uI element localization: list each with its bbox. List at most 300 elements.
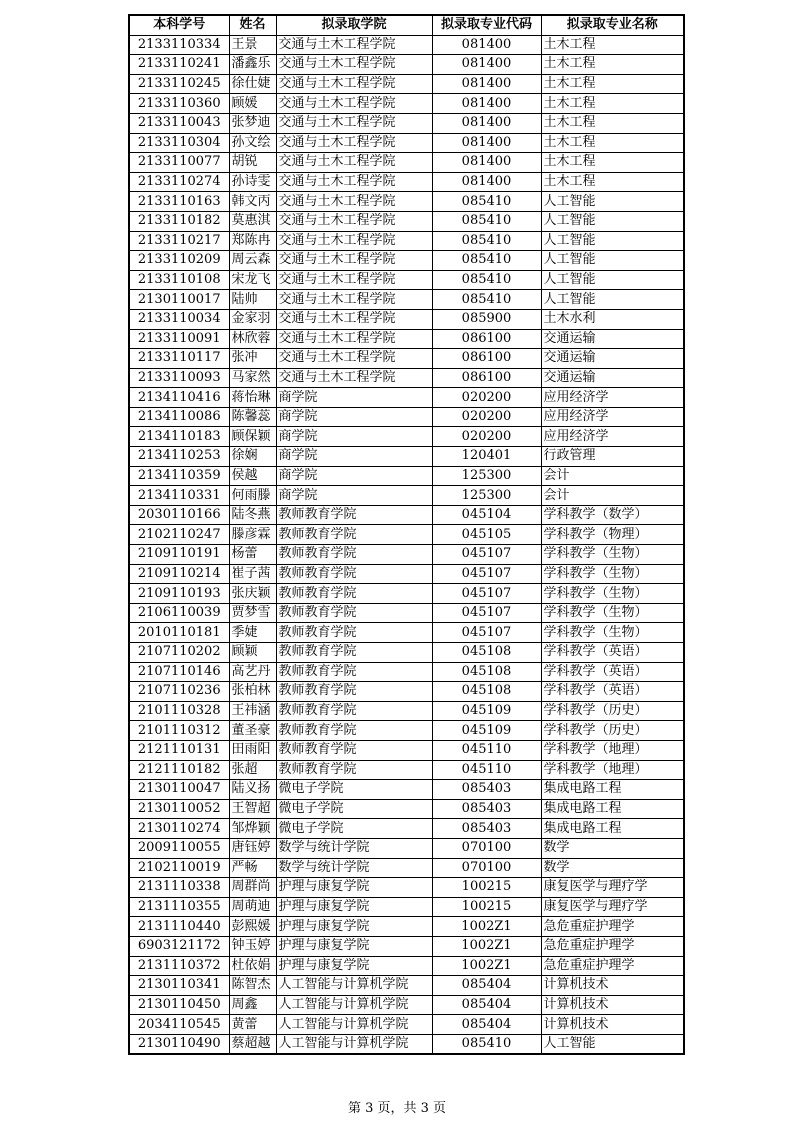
cell-college: 护理与康复学院 (276, 878, 432, 898)
cell-student-id: 2133110241 (129, 55, 229, 75)
cell-major-name: 土木工程 (541, 133, 684, 153)
cell-name: 侯越 (229, 466, 276, 486)
cell-college: 人工智能与计算机学院 (276, 995, 432, 1015)
cell-student-id: 2133110245 (129, 74, 229, 94)
table-row (129, 74, 684, 94)
cell-name: 张梦迪 (229, 113, 276, 133)
table-row (129, 329, 684, 349)
cell-major-name: 人工智能 (541, 192, 684, 212)
cell-major-name: 康复医学与理疗学 (541, 878, 684, 898)
cell-major-code: 045107 (432, 584, 541, 604)
cell-major-code: 085403 (432, 780, 541, 800)
table-row (129, 94, 684, 114)
header-student-id: 本科学号 (129, 15, 229, 35)
cell-major-name: 应用经济学 (541, 407, 684, 427)
cell-major-name: 人工智能 (541, 251, 684, 271)
cell-major-code: 081400 (432, 35, 541, 55)
cell-name: 王祎涵 (229, 701, 276, 721)
cell-college: 交通与土木工程学院 (276, 368, 432, 388)
cell-major-code: 020200 (432, 407, 541, 427)
table-row (129, 368, 684, 388)
cell-major-code: 120401 (432, 447, 541, 467)
cell-major-name: 数学 (541, 838, 684, 858)
cell-college: 交通与土木工程学院 (276, 270, 432, 290)
cell-college: 交通与土木工程学院 (276, 153, 432, 173)
cell-major-name: 土木工程 (541, 153, 684, 173)
cell-major-code: 081400 (432, 55, 541, 75)
cell-major-name: 交通运输 (541, 349, 684, 369)
cell-student-id: 2102110247 (129, 525, 229, 545)
cell-college: 教师教育学院 (276, 505, 432, 525)
cell-name: 杜依娟 (229, 956, 276, 976)
cell-student-id: 2107110236 (129, 682, 229, 702)
cell-major-name: 行政管理 (541, 447, 684, 467)
cell-major-code: 045110 (432, 760, 541, 780)
cell-college: 交通与土木工程学院 (276, 251, 432, 271)
cell-college: 交通与土木工程学院 (276, 231, 432, 251)
cell-major-name: 学科教学（英语） (541, 643, 684, 663)
cell-major-name: 土木工程 (541, 172, 684, 192)
cell-student-id: 2133110182 (129, 211, 229, 231)
cell-name: 张庆颖 (229, 584, 276, 604)
cell-college: 数学与统计学院 (276, 838, 432, 858)
cell-college: 护理与康复学院 (276, 956, 432, 976)
cell-college: 商学院 (276, 486, 432, 506)
cell-major-code: 1002Z1 (432, 917, 541, 937)
cell-major-name: 人工智能 (541, 211, 684, 231)
cell-major-name: 人工智能 (541, 231, 684, 251)
cell-major-code: 045107 (432, 545, 541, 565)
cell-student-id: 2133110091 (129, 329, 229, 349)
cell-major-name: 土木工程 (541, 55, 684, 75)
table-row (129, 662, 684, 682)
cell-name: 徐仕婕 (229, 74, 276, 94)
cell-name: 董圣豪 (229, 721, 276, 741)
cell-student-id: 2130110047 (129, 780, 229, 800)
cell-major-name: 学科教学（生物） (541, 603, 684, 623)
cell-name: 王智超 (229, 799, 276, 819)
cell-major-code: 081400 (432, 172, 541, 192)
cell-major-name: 土木工程 (541, 74, 684, 94)
cell-college: 交通与土木工程学院 (276, 309, 432, 329)
cell-name: 顾颖 (229, 643, 276, 663)
cell-student-id: 2102110019 (129, 858, 229, 878)
cell-major-code: 085900 (432, 309, 541, 329)
cell-student-id: 2133110077 (129, 153, 229, 173)
table-row (129, 780, 684, 800)
cell-name: 彭熙媛 (229, 917, 276, 937)
cell-college: 护理与康复学院 (276, 897, 432, 917)
cell-student-id: 2109110193 (129, 584, 229, 604)
cell-name: 张冲 (229, 349, 276, 369)
table-body (129, 35, 684, 1054)
cell-student-id: 2130110490 (129, 1034, 229, 1054)
cell-major-code: 085403 (432, 819, 541, 839)
table-row (129, 819, 684, 839)
cell-major-code: 1002Z1 (432, 936, 541, 956)
cell-major-code: 100215 (432, 897, 541, 917)
cell-major-code: 125300 (432, 486, 541, 506)
cell-name: 陆义扬 (229, 780, 276, 800)
cell-name: 陈馨蕊 (229, 407, 276, 427)
cell-major-name: 急危重症护理学 (541, 917, 684, 937)
cell-major-name: 会计 (541, 486, 684, 506)
table-row (129, 976, 684, 996)
table-row (129, 1015, 684, 1035)
table-row (129, 447, 684, 467)
cell-name: 季婕 (229, 623, 276, 643)
table-row (129, 760, 684, 780)
cell-major-name: 学科教学（地理） (541, 760, 684, 780)
cell-name: 金家羽 (229, 309, 276, 329)
cell-student-id: 2009110055 (129, 838, 229, 858)
cell-major-code: 045107 (432, 603, 541, 623)
cell-college: 商学院 (276, 388, 432, 408)
cell-student-id: 2133110117 (129, 349, 229, 369)
table-row (129, 211, 684, 231)
cell-major-code: 020200 (432, 388, 541, 408)
table-row (129, 917, 684, 937)
cell-major-name: 计算机技术 (541, 976, 684, 996)
cell-major-name: 学科教学（英语） (541, 662, 684, 682)
cell-college: 教师教育学院 (276, 760, 432, 780)
cell-student-id: 2034110545 (129, 1015, 229, 1035)
cell-major-code: 045108 (432, 662, 541, 682)
header-name: 姓名 (229, 15, 276, 35)
cell-major-name: 急危重症护理学 (541, 936, 684, 956)
cell-name: 顾媛 (229, 94, 276, 114)
cell-name: 黄蕾 (229, 1015, 276, 1035)
cell-major-code: 045108 (432, 643, 541, 663)
table-row (129, 643, 684, 663)
table-row (129, 388, 684, 408)
cell-name: 胡锐 (229, 153, 276, 173)
cell-major-code: 045108 (432, 682, 541, 702)
cell-name: 滕彦霖 (229, 525, 276, 545)
cell-major-code: 081400 (432, 153, 541, 173)
cell-major-name: 集成电路工程 (541, 819, 684, 839)
cell-major-name: 学科教学（生物） (541, 584, 684, 604)
cell-college: 教师教育学院 (276, 721, 432, 741)
cell-college: 人工智能与计算机学院 (276, 1034, 432, 1054)
table-row (129, 290, 684, 310)
cell-major-code: 085410 (432, 270, 541, 290)
table-row (129, 349, 684, 369)
cell-college: 交通与土木工程学院 (276, 55, 432, 75)
table-row (129, 133, 684, 153)
cell-college: 教师教育学院 (276, 584, 432, 604)
cell-major-code: 086100 (432, 368, 541, 388)
header-major-name: 拟录取专业名称 (541, 15, 684, 35)
table-row (129, 858, 684, 878)
cell-major-code: 081400 (432, 133, 541, 153)
cell-student-id: 2109110191 (129, 545, 229, 565)
table-row (129, 799, 684, 819)
cell-name: 潘鑫乐 (229, 55, 276, 75)
cell-student-id: 2133110163 (129, 192, 229, 212)
cell-name: 唐钰婷 (229, 838, 276, 858)
cell-major-name: 学科教学（历史） (541, 721, 684, 741)
cell-major-name: 学科教学（数学） (541, 505, 684, 525)
table-row (129, 113, 684, 133)
cell-college: 教师教育学院 (276, 564, 432, 584)
cell-student-id: 2121110182 (129, 760, 229, 780)
cell-student-id: 2109110214 (129, 564, 229, 584)
cell-college: 教师教育学院 (276, 701, 432, 721)
cell-college: 教师教育学院 (276, 545, 432, 565)
cell-student-id: 2133110217 (129, 231, 229, 251)
table-row (129, 486, 684, 506)
cell-major-name: 康复医学与理疗学 (541, 897, 684, 917)
cell-name: 顾保颖 (229, 427, 276, 447)
cell-major-code: 085410 (432, 251, 541, 271)
cell-major-name: 人工智能 (541, 1034, 684, 1054)
cell-major-name: 学科教学（英语） (541, 682, 684, 702)
cell-major-name: 集成电路工程 (541, 799, 684, 819)
cell-major-code: 125300 (432, 466, 541, 486)
cell-major-code: 081400 (432, 74, 541, 94)
table-row (129, 623, 684, 643)
cell-college: 交通与土木工程学院 (276, 329, 432, 349)
cell-name: 何雨滕 (229, 486, 276, 506)
cell-student-id: 2133110334 (129, 35, 229, 55)
cell-student-id: 2133110108 (129, 270, 229, 290)
cell-major-name: 急危重症护理学 (541, 956, 684, 976)
cell-major-code: 045107 (432, 564, 541, 584)
cell-major-name: 会计 (541, 466, 684, 486)
cell-student-id: 2131110440 (129, 917, 229, 937)
table-row (129, 603, 684, 623)
cell-student-id: 2106110039 (129, 603, 229, 623)
cell-major-code: 100215 (432, 878, 541, 898)
table-row (129, 407, 684, 427)
cell-name: 莫惠淇 (229, 211, 276, 231)
table-row (129, 721, 684, 741)
table-row (129, 35, 684, 55)
cell-major-code: 045105 (432, 525, 541, 545)
cell-major-name: 学科教学（生物） (541, 623, 684, 643)
cell-student-id: 6903121172 (129, 936, 229, 956)
cell-student-id: 2134110359 (129, 466, 229, 486)
cell-major-code: 081400 (432, 94, 541, 114)
cell-college: 交通与土木工程学院 (276, 192, 432, 212)
cell-college: 人工智能与计算机学院 (276, 1015, 432, 1035)
cell-name: 陆冬燕 (229, 505, 276, 525)
cell-name: 马家然 (229, 368, 276, 388)
cell-name: 张超 (229, 760, 276, 780)
cell-student-id: 2133110304 (129, 133, 229, 153)
cell-college: 交通与土木工程学院 (276, 290, 432, 310)
cell-college: 交通与土木工程学院 (276, 35, 432, 55)
cell-name: 王景 (229, 35, 276, 55)
cell-name: 徐娴 (229, 447, 276, 467)
cell-name: 邹烨颖 (229, 819, 276, 839)
cell-college: 教师教育学院 (276, 682, 432, 702)
cell-major-code: 045107 (432, 623, 541, 643)
table-row (129, 505, 684, 525)
cell-major-code: 085404 (432, 1015, 541, 1035)
cell-student-id: 2133110034 (129, 309, 229, 329)
cell-major-code: 045109 (432, 721, 541, 741)
cell-name: 周群尚 (229, 878, 276, 898)
cell-major-name: 学科教学（生物） (541, 545, 684, 565)
cell-college: 教师教育学院 (276, 643, 432, 663)
cell-college: 微电子学院 (276, 780, 432, 800)
cell-student-id: 2133110043 (129, 113, 229, 133)
table-row (129, 956, 684, 976)
table-row (129, 270, 684, 290)
cell-college: 交通与土木工程学院 (276, 172, 432, 192)
cell-student-id: 2130110274 (129, 819, 229, 839)
cell-name: 崔子茜 (229, 564, 276, 584)
table-row (129, 251, 684, 271)
cell-name: 周萌迪 (229, 897, 276, 917)
cell-college: 人工智能与计算机学院 (276, 976, 432, 996)
cell-college: 商学院 (276, 447, 432, 467)
cell-name: 周鑫 (229, 995, 276, 1015)
table-row (129, 584, 684, 604)
cell-student-id: 2130110341 (129, 976, 229, 996)
cell-major-name: 土木工程 (541, 113, 684, 133)
table-row (129, 682, 684, 702)
cell-student-id: 2101110328 (129, 701, 229, 721)
cell-college: 交通与土木工程学院 (276, 211, 432, 231)
cell-student-id: 2121110131 (129, 740, 229, 760)
cell-major-name: 人工智能 (541, 270, 684, 290)
cell-name: 孙诗雯 (229, 172, 276, 192)
cell-major-name: 学科教学（历史） (541, 701, 684, 721)
table-row (129, 545, 684, 565)
cell-name: 蒋怡琳 (229, 388, 276, 408)
cell-student-id: 2133110209 (129, 251, 229, 271)
cell-college: 教师教育学院 (276, 525, 432, 545)
cell-student-id: 2133110360 (129, 94, 229, 114)
cell-name: 周云森 (229, 251, 276, 271)
table-header (129, 15, 684, 35)
cell-college: 商学院 (276, 427, 432, 447)
cell-major-code: 070100 (432, 858, 541, 878)
cell-major-name: 应用经济学 (541, 427, 684, 447)
cell-major-name: 学科教学（物理） (541, 525, 684, 545)
cell-student-id: 2133110093 (129, 368, 229, 388)
cell-major-code: 085410 (432, 231, 541, 251)
cell-college: 护理与康复学院 (276, 917, 432, 937)
cell-major-code: 085410 (432, 1034, 541, 1054)
table-row (129, 172, 684, 192)
table-row (129, 192, 684, 212)
cell-student-id: 2134110331 (129, 486, 229, 506)
cell-major-code: 081400 (432, 113, 541, 133)
cell-college: 教师教育学院 (276, 603, 432, 623)
cell-student-id: 2131110338 (129, 878, 229, 898)
cell-major-code: 1002Z1 (432, 956, 541, 976)
cell-major-code: 085403 (432, 799, 541, 819)
header-major-code: 拟录取专业代码 (432, 15, 541, 35)
cell-student-id: 2134110086 (129, 407, 229, 427)
cell-name: 陈智杰 (229, 976, 276, 996)
cell-student-id: 2030110166 (129, 505, 229, 525)
cell-student-id: 2134110253 (129, 447, 229, 467)
cell-student-id: 2010110181 (129, 623, 229, 643)
cell-major-code: 086100 (432, 329, 541, 349)
cell-major-name: 应用经济学 (541, 388, 684, 408)
cell-college: 教师教育学院 (276, 662, 432, 682)
cell-major-code: 020200 (432, 427, 541, 447)
cell-name: 蔡超越 (229, 1034, 276, 1054)
table-row (129, 309, 684, 329)
table-row (129, 995, 684, 1015)
cell-college: 微电子学院 (276, 819, 432, 839)
cell-name: 韩文丙 (229, 192, 276, 212)
cell-college: 护理与康复学院 (276, 936, 432, 956)
cell-major-code: 070100 (432, 838, 541, 858)
cell-college: 教师教育学院 (276, 740, 432, 760)
cell-name: 宋龙飞 (229, 270, 276, 290)
cell-major-code: 045110 (432, 740, 541, 760)
page-footer: 第 3 页，共 3 页 (347, 1101, 447, 1116)
cell-major-name: 学科教学（生物） (541, 564, 684, 584)
cell-name: 钟玉婷 (229, 936, 276, 956)
table-row (129, 1034, 684, 1054)
cell-name: 郑陈冉 (229, 231, 276, 251)
cell-student-id: 2134110416 (129, 388, 229, 408)
cell-college: 商学院 (276, 466, 432, 486)
table-row (129, 897, 684, 917)
cell-major-name: 交通运输 (541, 329, 684, 349)
table-row (129, 427, 684, 447)
cell-college: 商学院 (276, 407, 432, 427)
cell-college: 交通与土木工程学院 (276, 133, 432, 153)
cell-major-name: 计算机技术 (541, 995, 684, 1015)
cell-major-code: 045104 (432, 505, 541, 525)
table-row (129, 701, 684, 721)
table-row (129, 55, 684, 75)
cell-student-id: 2130110052 (129, 799, 229, 819)
cell-student-id: 2131110372 (129, 956, 229, 976)
cell-student-id: 2130110017 (129, 290, 229, 310)
cell-name: 高艺丹 (229, 662, 276, 682)
cell-student-id: 2134110183 (129, 427, 229, 447)
cell-name: 孙文绘 (229, 133, 276, 153)
cell-major-code: 085410 (432, 211, 541, 231)
table-row (129, 936, 684, 956)
cell-student-id: 2107110202 (129, 643, 229, 663)
cell-major-name: 计算机技术 (541, 1015, 684, 1035)
cell-college: 微电子学院 (276, 799, 432, 819)
cell-name: 林欣蓉 (229, 329, 276, 349)
cell-major-name: 土木水利 (541, 309, 684, 329)
cell-major-name: 集成电路工程 (541, 780, 684, 800)
cell-major-code: 085404 (432, 976, 541, 996)
cell-name: 贾梦雪 (229, 603, 276, 623)
cell-student-id: 2101110312 (129, 721, 229, 741)
cell-college: 交通与土木工程学院 (276, 113, 432, 133)
cell-college: 交通与土木工程学院 (276, 74, 432, 94)
table-row (129, 466, 684, 486)
cell-college: 交通与土木工程学院 (276, 349, 432, 369)
cell-major-name: 交通运输 (541, 368, 684, 388)
table-row (129, 564, 684, 584)
cell-name: 张柏林 (229, 682, 276, 702)
cell-major-code: 086100 (432, 349, 541, 369)
cell-major-name: 人工智能 (541, 290, 684, 310)
table-row (129, 878, 684, 898)
table-row (129, 231, 684, 251)
cell-major-name: 数学 (541, 858, 684, 878)
table-row (129, 525, 684, 545)
cell-name: 田雨阳 (229, 740, 276, 760)
header-row (129, 15, 684, 35)
